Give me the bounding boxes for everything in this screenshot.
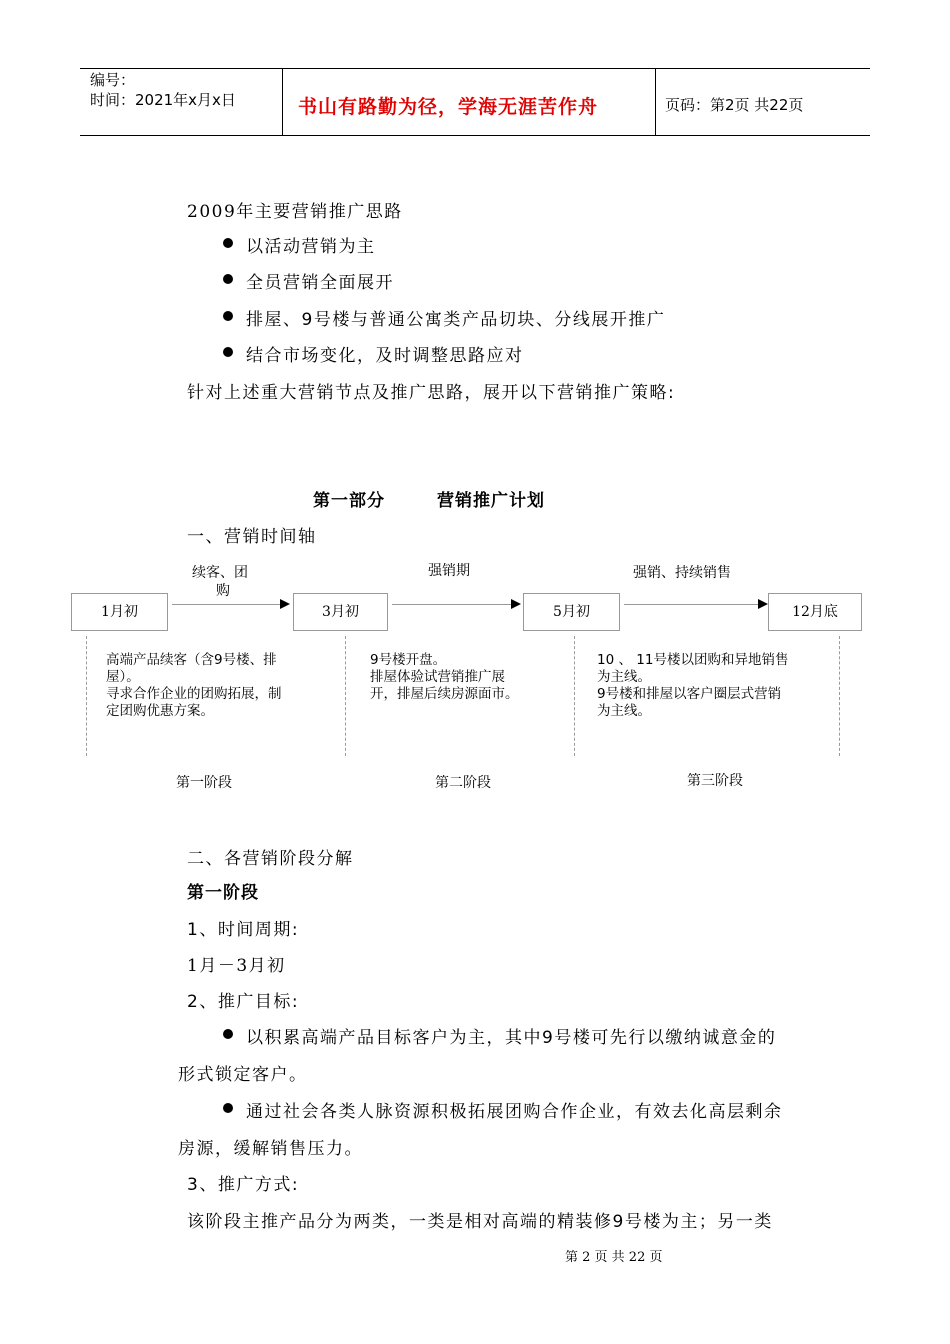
bullet-dot — [223, 238, 233, 248]
header-page-label: 页码：第2页 共22页 — [665, 96, 804, 114]
timeline-node-jan: 1月初 — [71, 593, 168, 631]
arrow-label-1-line2: 购 — [216, 583, 230, 599]
timeline-desc-1-line: 高端产品续客（含9号楼、排 — [106, 652, 277, 668]
header-bottom-border — [80, 135, 870, 136]
bullet-dot — [223, 274, 233, 284]
goal-2-line-2: 房源，缓解销售压力。 — [178, 1139, 363, 1159]
intro-bullet-1: 以活动营销为主 — [246, 237, 376, 257]
arrow-line-1 — [172, 604, 282, 605]
header-top-border — [80, 68, 870, 69]
goal-2-line-1: 通过社会各类人脉资源积极拓展团购合作企业，有效去化高层剩余 — [246, 1102, 783, 1122]
timeline-desc-3-line: 为主线。 — [597, 703, 651, 719]
dashed-separator — [345, 636, 346, 756]
arrow-head-icon — [280, 599, 290, 609]
section-two-title: 二、各营销阶段分解 — [187, 849, 354, 869]
stage-label-2: 第二阶段 — [435, 775, 491, 791]
item-2-label: 2、推广目标: — [187, 992, 300, 1012]
timeline-node-may: 5月初 — [523, 593, 620, 631]
stage-label-3: 第三阶段 — [687, 773, 743, 789]
item-1-label: 1、时间周期: — [187, 920, 300, 940]
item-1-value: 1月－3月初 — [187, 956, 286, 976]
arrow-label-2: 强销期 — [428, 563, 470, 579]
intro-bullet-2: 全员营销全面展开 — [246, 273, 394, 293]
intro-bullet-4: 结合市场变化，及时调整思路应对 — [246, 346, 524, 366]
bullet-dot — [223, 347, 233, 357]
intro-bullet-3: 排屋、9号楼与普通公寓类产品切块、分线展开推广 — [246, 310, 666, 330]
timeline-desc-2 — [370, 652, 519, 703]
timeline-desc-1 — [106, 652, 282, 720]
header-motto: 书山有路勤为径，学海无涯苦作舟 — [298, 96, 599, 118]
arrow-line-3 — [624, 604, 759, 605]
item-3-text: 该阶段主推产品分为两类，一类是相对高端的精装修9号楼为主；另一类 — [187, 1212, 773, 1232]
intro-closing: 针对上述重大营销节点及推广思路，展开以下营销推广策略: — [187, 383, 676, 403]
dashed-separator — [574, 636, 575, 756]
timeline-desc-1-line: 定团购优惠方案。 — [106, 703, 214, 719]
part-one-subtitle: 营销推广计划 — [437, 491, 545, 511]
stage-label-1: 第一阶段 — [176, 775, 232, 791]
header-divider-right — [655, 68, 656, 136]
dashed-separator — [86, 636, 87, 756]
item-3-label: 3、推广方式: — [187, 1175, 300, 1195]
goal-1-line-2: 形式锁定客户。 — [178, 1065, 308, 1085]
timeline-desc-3 — [597, 652, 788, 720]
arrow-label-1-line1: 续客、团 — [192, 565, 248, 581]
timeline-desc-2-line: 开，排屋后续房源面市。 — [370, 686, 519, 702]
footer-page-number: 第 2 页 共 22 页 — [565, 1250, 663, 1265]
timeline-desc-1-line: 寻求合作企业的团购拓展，制 — [106, 686, 282, 702]
timeline-desc-3-line: 9号楼和排屋以客户圈层式营销 — [597, 686, 782, 702]
timeline-desc-3-line: 10 、 11号楼以团购和异地销售 — [597, 652, 789, 668]
stage-one-heading: 第一阶段 — [187, 883, 259, 903]
timeline-node-dec: 12月底 — [768, 593, 862, 631]
bullet-dot — [223, 1029, 233, 1039]
timeline-desc-3-line: 为主线。 — [597, 669, 651, 685]
bullet-dot — [223, 311, 233, 321]
arrow-label-3: 强销、持续销售 — [633, 565, 731, 581]
header-time-label: 时间：2021年x月x日 — [90, 91, 236, 109]
timeline-desc-1-line: 屋）。 — [106, 669, 140, 685]
header-number-label: 编号： — [90, 71, 136, 89]
part-one-title: 第一部分 — [313, 491, 385, 511]
timeline-desc-2-line: 排屋体验试营销推广展 — [370, 669, 505, 685]
timeline-node-mar: 3月初 — [293, 593, 388, 631]
goal-1-line-1: 以积累高端产品目标客户为主，其中9号楼可先行以缴纳诚意金的 — [246, 1028, 777, 1048]
arrow-line-2 — [392, 604, 512, 605]
intro-title: 2009年主要营销推广思路 — [187, 202, 403, 222]
arrow-head-icon — [511, 599, 521, 609]
header-divider-left — [282, 68, 283, 136]
bullet-dot — [223, 1103, 233, 1113]
arrow-head-icon — [758, 599, 768, 609]
timeline-desc-2-line: 9号楼开盘。 — [370, 652, 447, 668]
section-one-title: 一、营销时间轴 — [187, 527, 317, 547]
dashed-separator — [839, 636, 840, 756]
